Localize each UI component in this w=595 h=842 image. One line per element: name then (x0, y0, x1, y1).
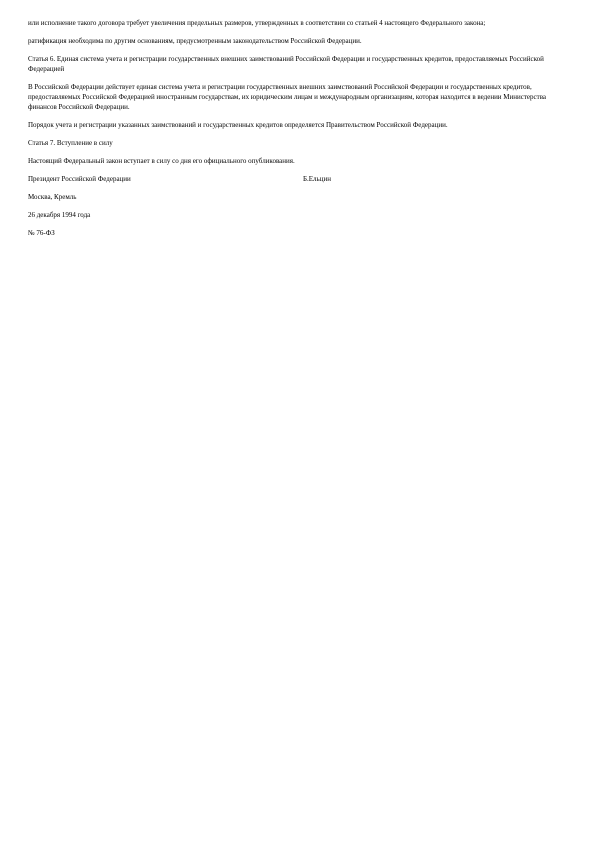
law-number: № 76-ФЗ (28, 229, 55, 237)
paragraph-ratification: ратификация необходима по другим основаниям, предусмотренным законодательством Российской Федерации. (28, 37, 362, 45)
signing-date: 26 декабря 1994 года (28, 211, 91, 219)
article-6-paragraph-2: Порядок учета и регистрации указанных заимствований и государственных кредитов определяется Правительством Российской Федерации. (28, 121, 448, 129)
paragraph-continuation: или исполнение такого договора требует увеличения предельных размеров, утвержденных в соответствии со статьей 4 настоящего Федерального закона; (28, 19, 486, 27)
document-page (28, 18, 568, 246)
article-6-paragraph-1: В Российской Федерации действует единая система учета и регистрации государственных внешних заимствований Российской Федерации и государственных кредитов, предоставляемых Российской Федерацией иностранным государствам, их юридическим лицам и международным организациям, которая находится в ведении Министерства финансов Российской Федерации. (28, 83, 547, 111)
signature-block (28, 174, 568, 184)
article-7-paragraph: Настоящий Федеральный закон вступает в силу со дня его официального опубликования. (28, 157, 295, 165)
signing-place: Москва, Кремль (28, 193, 77, 201)
article-6-heading: Статья 6. Единая система учета и регистрации государственных внешних заимствований Российской Федерации и государственных кредитов, предоставляемых Российской Федерацией (28, 55, 544, 73)
signature-title: Президент Российской Федерации (28, 175, 131, 183)
signature-name: Б.Ельцин (303, 175, 331, 183)
article-7-heading: Статья 7. Вступление в силу (28, 139, 113, 147)
